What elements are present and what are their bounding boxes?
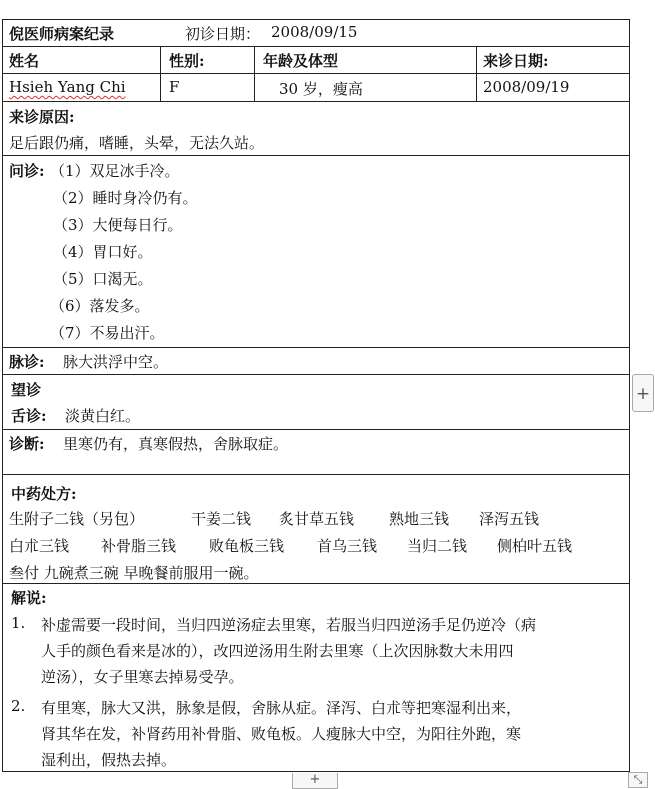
inquiry-item[interactable]: （1）双足冰手冷。 bbox=[50, 162, 180, 180]
herb-item[interactable]: 白朮三钱 bbox=[9, 537, 70, 555]
inquiry-item[interactable]: （2）睡时身冷仍有。 bbox=[53, 189, 198, 207]
record-title: 倪医师病案纪录 bbox=[9, 25, 115, 43]
observe-section bbox=[3, 375, 629, 430]
explanation-number: 1. bbox=[11, 614, 26, 632]
add-column-button[interactable]: + bbox=[632, 374, 654, 412]
inquiry-section bbox=[3, 156, 629, 348]
herb-item[interactable]: 侧柏叶五钱 bbox=[497, 537, 573, 555]
inquiry-label: 问诊: bbox=[9, 162, 45, 180]
herb-item[interactable]: 当归二钱 bbox=[407, 537, 468, 555]
age-label: 年龄及体型 bbox=[263, 52, 339, 70]
reason-label: 来诊原因: bbox=[9, 108, 75, 126]
diagnosis-section bbox=[3, 430, 629, 475]
inquiry-item[interactable]: （6）落发多。 bbox=[50, 297, 150, 315]
inquiry-item[interactable]: （5）口渴无。 bbox=[53, 270, 153, 288]
explanation-line[interactable]: 逆汤），女子里寒去掉易受孕。 bbox=[41, 668, 244, 686]
explanation-line[interactable]: 肾其华在发，补肾药用补骨脂、败龟板。人瘦脉大中空，为阳往外跑，寒 bbox=[41, 725, 522, 743]
herb-item[interactable]: 生附子二钱（另包） bbox=[9, 510, 145, 528]
resize-handle-icon[interactable]: ⤡ bbox=[628, 772, 648, 788]
pulse-text[interactable]: 脉大洪浮中空。 bbox=[63, 353, 169, 371]
inquiry-item[interactable]: （7）不易出汗。 bbox=[50, 324, 165, 342]
tongue-text[interactable]: 淡黄白红。 bbox=[65, 407, 141, 425]
name-label: 姓名 bbox=[9, 52, 40, 70]
herb-item[interactable]: 炙甘草五钱 bbox=[279, 510, 355, 528]
pulse-section bbox=[3, 348, 629, 375]
explanation-number: 2. bbox=[11, 697, 26, 715]
herb-item[interactable]: 首乌三钱 bbox=[317, 537, 378, 555]
prescription-section bbox=[3, 475, 629, 584]
inquiry-item[interactable]: （3）大便每日行。 bbox=[53, 216, 183, 234]
case-record-table bbox=[2, 19, 630, 772]
patient-gender[interactable]: F bbox=[169, 78, 180, 96]
prescription-label: 中药处方: bbox=[11, 485, 77, 503]
inquiry-item[interactable]: （4）胃口好。 bbox=[53, 243, 153, 261]
explanation-label: 解说: bbox=[11, 589, 47, 607]
field-value-row bbox=[3, 74, 629, 102]
dosage-instructions[interactable]: 叁付 九碗煮三碗 早晚餐前服用一碗。 bbox=[9, 564, 259, 582]
visit-date-label: 来诊日期: bbox=[483, 52, 549, 70]
add-row-button[interactable]: + bbox=[292, 773, 338, 789]
herb-item[interactable]: 补骨脂三钱 bbox=[101, 537, 177, 555]
herb-item[interactable]: 熟地三钱 bbox=[389, 510, 450, 528]
patient-name[interactable]: Hsieh Yang Chi bbox=[9, 78, 126, 96]
pulse-label: 脉诊: bbox=[9, 353, 45, 371]
reason-section bbox=[3, 102, 629, 156]
observe-label: 望诊 bbox=[11, 381, 42, 399]
title-row bbox=[3, 20, 629, 47]
tongue-label: 舌诊: bbox=[11, 407, 47, 425]
diagnosis-label: 诊断: bbox=[9, 435, 45, 453]
explanation-section bbox=[3, 584, 629, 773]
field-label-row bbox=[3, 46, 629, 74]
explanation-line[interactable]: 湿利出，假热去掉。 bbox=[41, 751, 177, 769]
herb-item[interactable]: 败龟板三钱 bbox=[209, 537, 285, 555]
explanation-line[interactable]: 人手的颜色看来是冰的），改四逆汤用生附去里寒（上次因脉数大未用四 bbox=[41, 642, 514, 660]
first-visit-date: 2008/09/15 bbox=[271, 23, 358, 41]
first-visit-label: 初诊日期： bbox=[185, 25, 261, 43]
patient-age-build[interactable]: 30 岁，瘦高 bbox=[279, 80, 363, 98]
explanation-line[interactable]: 补虚需要一段时间，当归四逆汤症去里寒，若服当归四逆汤手足仍逆冷（病 bbox=[41, 616, 537, 634]
herb-item[interactable]: 干姜二钱 bbox=[191, 510, 252, 528]
diagnosis-text[interactable]: 里寒仍有，真寒假热，舍脉取症。 bbox=[63, 435, 289, 453]
explanation-line[interactable]: 有里寒，脉大又洪，脉象是假，舍脉从症。泽泻、白朮等把寒湿利出来， bbox=[41, 699, 522, 717]
gender-label: 性别: bbox=[169, 52, 205, 70]
reason-text[interactable]: 足后跟仍痛，嗜睡，头晕，无法久站。 bbox=[9, 134, 265, 152]
visit-date[interactable]: 2008/09/19 bbox=[483, 78, 570, 96]
herb-item[interactable]: 泽泻五钱 bbox=[479, 510, 540, 528]
